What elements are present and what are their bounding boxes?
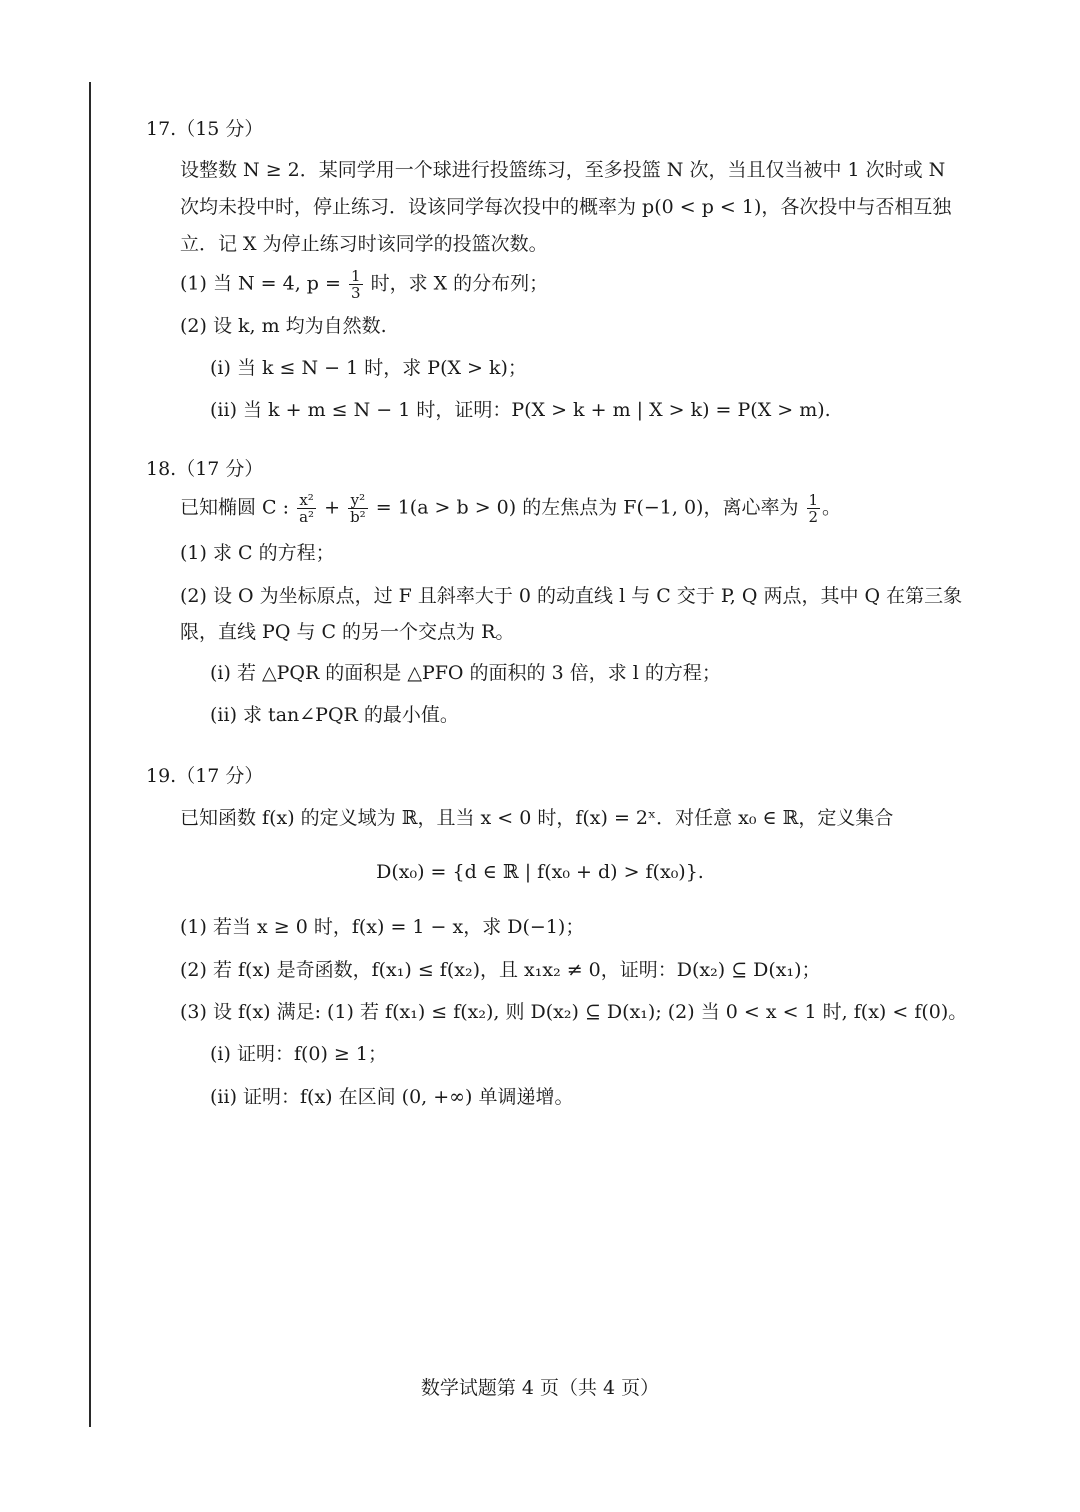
fraction-denominator: 2 — [808, 508, 819, 526]
fraction-x2-over-a2 — [297, 492, 316, 525]
question-18-part-2-line-2: 限，直线 PQ 与 C 的另一个交点为 R。 — [180, 621, 515, 643]
question-17-stem-line-2: 次均未投中时，停止练习．设该同学每次投中的概率为 p(0 < p < 1)，各次投中与否相互独 — [180, 196, 952, 218]
question-17-part-1-text: (1) 当 N = 4, p = — [180, 272, 341, 295]
question-17-stem-line-3: 立．记 X 为停止练习时该同学的投篮次数。 — [180, 233, 548, 255]
question-17-part-1 — [180, 268, 548, 301]
fraction-numerator: 1 — [808, 491, 819, 509]
question-18-stem — [180, 492, 841, 525]
fraction-one-half — [807, 492, 821, 525]
question-17-header: 17.（15 分） — [146, 118, 264, 140]
question-18-part-1: (1) 求 C 的方程； — [180, 542, 335, 564]
question-18-stem-text: 已知椭圆 C : — [180, 496, 290, 519]
binding-margin-line — [89, 82, 91, 1427]
question-19-stem: 已知函数 f(x) 的定义域为 ℝ，且当 x < 0 时，f(x) = 2ˣ．对任意 x₀ ∈ ℝ，定义集合 — [180, 807, 894, 829]
fraction-denominator: 3 — [350, 284, 361, 302]
question-19-part-3-i: (i) 证明：f(0) ≥ 1； — [210, 1043, 387, 1065]
fraction-numerator: y² — [348, 492, 368, 509]
question-19-part-3-ii: (ii) 证明：f(x) 在区间 (0, +∞) 单调递增。 — [210, 1086, 574, 1108]
question-18-part-2-ii: (ii) 求 tan∠PQR 的最小值。 — [210, 704, 459, 726]
question-17-part-2: (2) 设 k, m 均为自然数. — [180, 315, 387, 337]
fraction-numerator: x² — [297, 492, 316, 509]
fraction-y2-over-b2 — [348, 492, 368, 525]
question-19-display-formula: D(x₀) = {d ∈ ℝ | f(x₀ + d) > f(x₀)}. — [376, 861, 704, 883]
question-17-part-2-i: (i) 当 k ≤ N − 1 时，求 P(X > k)； — [210, 357, 527, 379]
fraction-numerator: 1 — [350, 267, 361, 285]
question-18-part-2-line-1: (2) 设 O 为坐标原点，过 F 且斜率大于 0 的动直线 l 与 C 交于 P, Q 两点，其中 Q 在第三象 — [180, 585, 963, 607]
question-19-part-1: (1) 若当 x ≥ 0 时，f(x) = 1 − x，求 D(−1)； — [180, 916, 585, 938]
fraction-one-third — [349, 268, 363, 301]
fraction-denominator: a² — [299, 508, 315, 526]
question-17-part-2-ii: (ii) 当 k + m ≤ N − 1 时，证明：P(X > k + m | X > k) = P(X > m). — [210, 399, 831, 421]
question-19-header: 19.（17 分） — [146, 765, 264, 787]
page-footer: 数学试题第 4 页（共 4 页） — [420, 1377, 660, 1399]
question-18-stem-end: 。 — [822, 496, 842, 519]
question-18-header: 18.（17 分） — [146, 458, 264, 480]
fraction-denominator: b² — [350, 508, 366, 526]
question-18-part-2-i: (i) 若 △PQR 的面积是 △PFO 的面积的 3 倍，求 l 的方程； — [210, 662, 721, 684]
question-17-part-1-text-end: 时，求 X 的分布列； — [370, 272, 549, 295]
question-19-part-3: (3) 设 f(x) 满足: (1) 若 f(x₁) ≤ f(x₂), 则 D(x₂) ⊆ D(x₁); (2) 当 0 < x < 1 时, f(x) < f(0)。 — [180, 1001, 968, 1023]
question-19-part-2: (2) 若 f(x) 是奇函数，f(x₁) ≤ f(x₂)，且 x₁x₂ ≠ 0，证明：D(x₂) ⊆ D(x₁)； — [180, 959, 821, 981]
question-18-stem-middle: = 1(a > b > 0) 的左焦点为 F(−1, 0)，离心率为 — [375, 496, 799, 519]
plus-sign: + — [324, 496, 341, 519]
question-17-stem-line-1: 设整数 N ≥ 2．某同学用一个球进行投篮练习，至多投篮 N 次，当且仅当被中 1 次时或 N — [180, 159, 946, 181]
